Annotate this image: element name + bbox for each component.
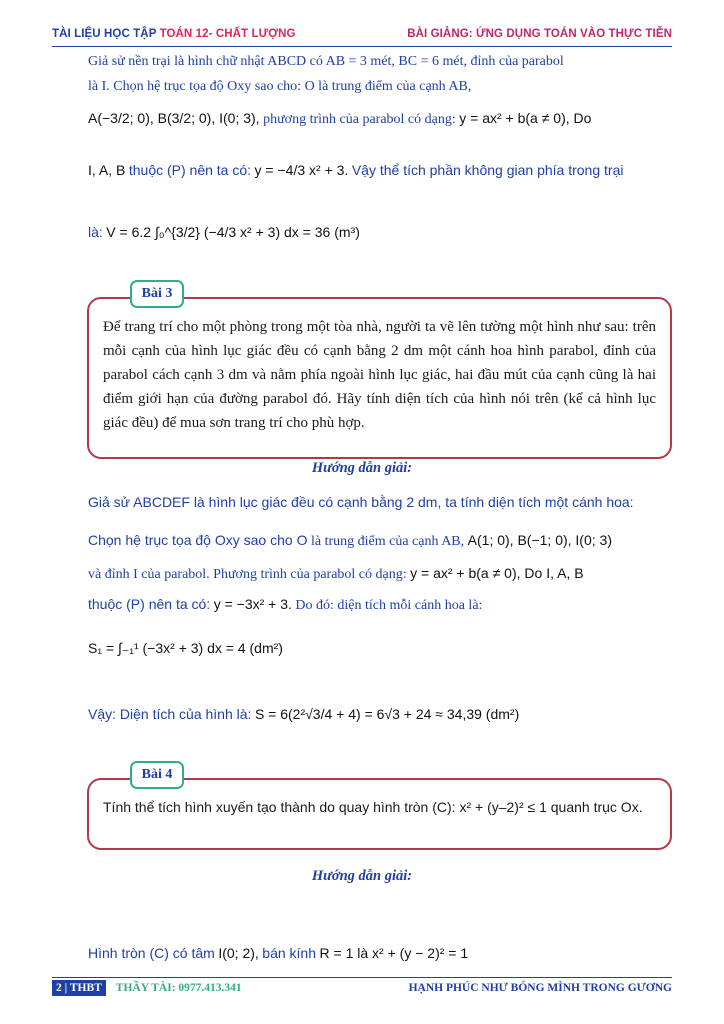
sol3-line-5 bbox=[88, 638, 672, 660]
solution-heading-4: Hướng dẫn giải: bbox=[311, 868, 413, 884]
sol3-axes: Chọn hệ trục tọa độ Oxy sao cho O bbox=[88, 532, 308, 548]
footer-motto: HẠNH PHÚC NHƯ BÓNG MÌNH TRONG GƯƠNG bbox=[408, 982, 672, 994]
header-subtitle: TOÁN 12- CHẤT LƯỢNG bbox=[159, 28, 296, 40]
sol3-vertex: và đỉnh I của parabol. Phương trình của parabol có dạng: bbox=[88, 567, 407, 582]
sol3-parabola-form: y = ax² + b(a ≠ 0), Do I, A, B bbox=[410, 565, 584, 581]
prev-points-label: I, A, B bbox=[88, 162, 126, 178]
prev-parabola-eq: y = −4/3 x² + 3. bbox=[254, 162, 349, 178]
prev-points: A(−3/2; 0), B(3/2; 0), I(0; 3), bbox=[88, 110, 260, 126]
sol3-total-eq: S = 6(2²√3/4 + 4) = 6√3 + 24 ≈ 34,39 (dm²) bbox=[254, 706, 520, 722]
page-header bbox=[52, 28, 672, 47]
exercise-text-3: Để trang trí cho một phòng trong một tòa nhà, người ta vẽ lên tường một hình như sau: trên mỗi cạnh của hình lục giác đều có cạnh bằng 2 dm một cánh hoa hình parabol, đỉnh của parabol cách cạnh 3 dm và nằm phía ngoài hình lục giác, hai đầu mút của cạnh cũng là hai điểm giới hạn của đường parabol đó. Hãy tính diện tích của hình nói trên (kể cả hình lục giác đều) để mua sơn trang trí cho phù hợp. bbox=[103, 319, 656, 431]
sol3-line-1: Giả sử ABCDEF là hình lục giác đều có cạnh bằng 2 dm, ta tính diện tích một cánh hoa: bbox=[88, 494, 634, 510]
sol3-petal-area-intro: Do đó: diện tích mỗi cánh hoa là: bbox=[295, 598, 483, 613]
sol4-center: I(0; 2), bbox=[218, 945, 259, 961]
exercise-card-3 bbox=[87, 297, 672, 459]
prev-line-2: là I. Chọn hệ trục tọa độ Oxy sao cho: O là trung điểm của cạnh AB, bbox=[88, 79, 472, 94]
sol3-line-2 bbox=[88, 530, 672, 552]
prev-belongs: thuộc (P) nên ta có: bbox=[128, 162, 252, 178]
exercise-text-4: Tính thể tích hình xuyến tạo thành do quay hình tròn (C): x² + (y–2)² ≤ 1 quanh trục Ox. bbox=[103, 799, 643, 815]
sol3-points: A(1; 0), B(−1; 0), I(0; 3) bbox=[467, 532, 612, 548]
prev-volume-intro: Vậy thể tích phần không gian phía trong trại bbox=[351, 162, 624, 178]
footer-phone: THẦY TÀI: 0977.413.341 bbox=[115, 982, 242, 994]
header-left bbox=[52, 28, 296, 46]
sol3-belongs: thuộc (P) nên ta có: bbox=[88, 596, 211, 612]
prev-volume-eq: V = 6.2 ∫₀^{3/2} (−4/3 x² + 3) dx = 36 (m³) bbox=[106, 224, 360, 240]
header-lesson: BÀI GIẢNG: ỨNG DỤNG TOÁN VÀO THỰC TIỄN bbox=[407, 28, 672, 40]
sol4-line-1 bbox=[88, 943, 672, 965]
prev-line-5 bbox=[88, 222, 672, 244]
prev-line-4 bbox=[88, 160, 672, 182]
sol3-line-6 bbox=[88, 704, 672, 726]
footer-page-number: 2 | THBT bbox=[52, 980, 106, 996]
sol4-center-label: Hình tròn (C) có tâm bbox=[88, 945, 215, 961]
sol3-petal-area-eq: S₁ = ∫₋₁¹ (−3x² + 3) dx = 4 (dm²) bbox=[88, 640, 283, 656]
prev-la: là: bbox=[88, 224, 103, 240]
header-title: TÀI LIỆU HỌC TẬP bbox=[52, 28, 157, 40]
prev-line-3 bbox=[88, 108, 672, 130]
sol3-line-3 bbox=[88, 563, 672, 585]
sol3-total-label: Vậy: Diện tích của hình là: bbox=[88, 706, 252, 722]
prev-parabol-form: y = ax² + b(a ≠ 0), Do bbox=[459, 110, 592, 126]
prev-line-1: Giả sử nền trại là hình chữ nhật ABCD có AB = 3 mét, BC = 6 mét, đỉnh của parabol bbox=[88, 54, 564, 69]
prev-parabol-form-label: phương trình của parabol có dạng: bbox=[263, 112, 456, 127]
sol4-circle-eq: R = 1 là x² + (y − 2)² = 1 bbox=[319, 945, 469, 961]
solution-heading-3: Hướng dẫn giải: bbox=[311, 460, 413, 476]
exercise-badge-3: Bài 3 bbox=[130, 280, 184, 308]
sol4-radius-label: bán kính bbox=[262, 945, 317, 961]
sol3-midpoint: là trung điểm của cạnh AB, bbox=[310, 534, 465, 549]
sol3-parabola-eq: y = −3x² + 3. bbox=[213, 596, 292, 612]
sol3-line-4 bbox=[88, 594, 672, 616]
exercise-badge-4: Bài 4 bbox=[130, 761, 184, 789]
page-footer bbox=[52, 977, 672, 998]
